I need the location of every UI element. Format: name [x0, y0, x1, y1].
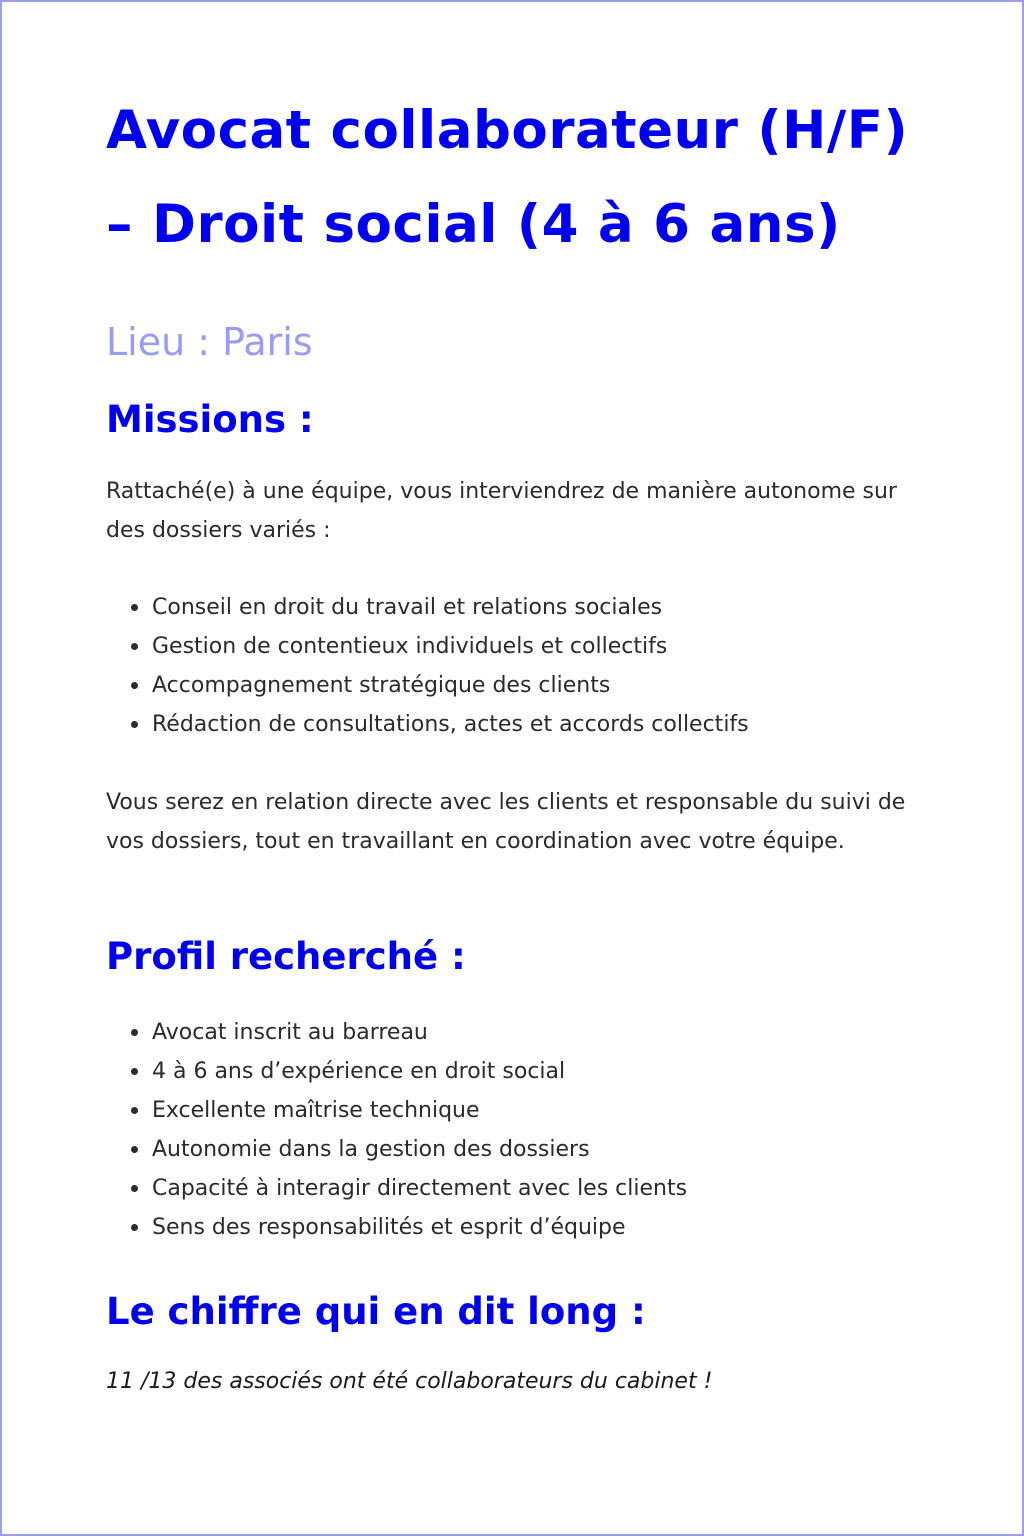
profile-heading: Profil recherché :	[106, 935, 466, 978]
list-item: 4 à 6 ans d’expérience en droit social	[152, 1052, 687, 1091]
list-item: Gestion de contentieux individuels et collectifs	[152, 627, 749, 666]
missions-list	[130, 588, 749, 744]
missions-heading: Missions :	[106, 398, 314, 441]
title-line-1: Avocat collaborateur (H/F)	[106, 100, 909, 161]
list-item: Conseil en droit du travail et relations sociales	[152, 588, 749, 627]
title-line-2: – Droit social (4 à 6 ans)	[106, 194, 841, 255]
list-item: Autonomie dans la gestion des dossiers	[152, 1130, 687, 1169]
missions-intro: Rattaché(e) à une équipe, vous interviendrez de manière autonome sur des dossiers variés :	[106, 479, 897, 543]
list-item: Sens des responsabilités et esprit d’équipe	[152, 1208, 687, 1247]
list-item: Avocat inscrit au barreau	[152, 1013, 687, 1052]
figure-heading: Le chiffre qui en dit long :	[106, 1290, 646, 1333]
figure-text: 11 /13 des associés ont été collaborateurs du cabinet !	[106, 1369, 713, 1394]
list-item: Excellente maîtrise technique	[152, 1091, 687, 1130]
missions-outro: Vous serez en relation directe avec les clients et responsable du suivi de vos dossiers, tout en travaillant en coordination avec votre équipe.	[106, 790, 906, 854]
page-title	[106, 84, 926, 272]
list-item: Accompagnement stratégique des clients	[152, 666, 749, 705]
location-subtitle: Lieu : Paris	[106, 320, 313, 364]
profile-list	[130, 1013, 687, 1247]
list-item: Capacité à interagir directement avec les clients	[152, 1169, 687, 1208]
list-item: Rédaction de consultations, actes et accords collectifs	[152, 705, 749, 744]
